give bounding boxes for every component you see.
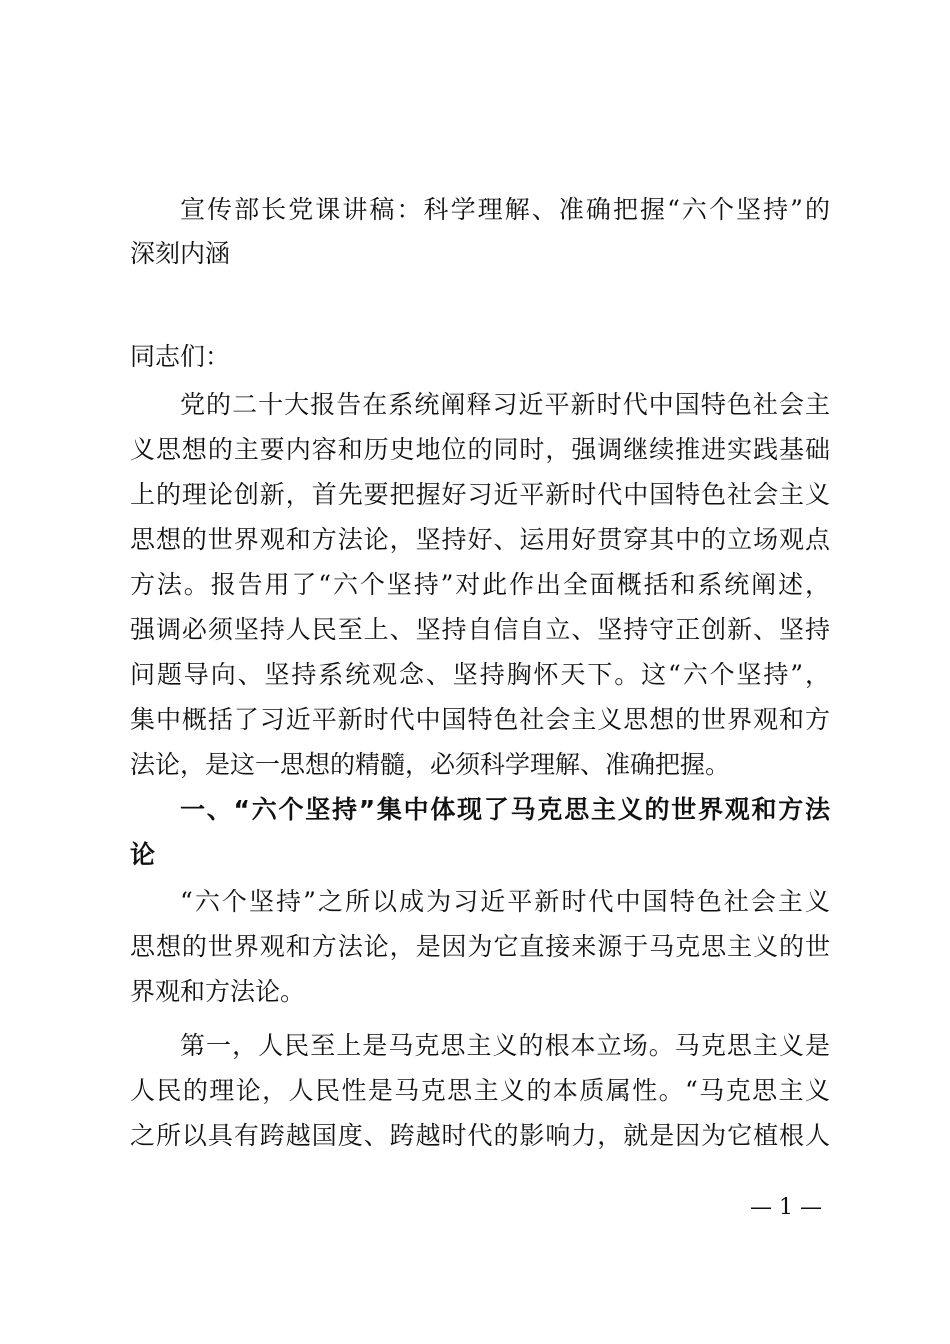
paragraph-line: 义思想的主要内容和历史地位的同时，强调继续推进实践基础	[130, 435, 830, 464]
heading-line: 一、“六个坚持”集中体现了马克思主义的世界观和方法	[180, 795, 830, 824]
paragraph-line: 法论，是这一思想的精髓，必须科学理解、准确把握。	[130, 750, 731, 779]
paragraph-line: 人民的理论，人民性是马克思主义的本质属性。“马克思主义	[130, 1076, 830, 1105]
paragraph-line: 方法。报告用了“六个坚持”对此作出全面概括和系统阐述，	[130, 570, 830, 599]
heading-line: 论	[130, 840, 156, 869]
paragraph-line: 强调必须坚持人民至上、坚持自信自立、坚持守正创新、坚持	[130, 615, 830, 644]
section-heading-1	[130, 787, 830, 877]
title-line-2: 深刻内涵	[130, 239, 231, 268]
paragraph-line: 第一，人民至上是马克思主义的根本立场。马克思主义是	[180, 1031, 830, 1060]
greeting	[130, 334, 830, 379]
page-number: — 1 —	[750, 1195, 822, 1220]
paragraph-line: 党的二十大报告在系统阐释习近平新时代中国特色社会主	[180, 390, 830, 419]
paragraph-line: “六个坚持”之所以成为习近平新时代中国特色社会主义	[180, 887, 830, 916]
paragraph-line: 上的理论创新，首先要把握好习近平新时代中国特色社会主义	[130, 480, 830, 509]
paragraph-line: 问题导向、坚持系统观念、坚持胸怀天下。这“六个坚持”，	[130, 660, 830, 689]
paragraph-line: 之所以具有跨越国度、跨越时代的影响力，就是因为它植根人	[130, 1121, 830, 1150]
paragraph-line: 集中概括了习近平新时代中国特色社会主义思想的世界观和方	[130, 705, 830, 734]
greeting-text: 同志们：	[130, 342, 231, 371]
paragraph-1	[130, 382, 830, 787]
paragraph-2	[130, 879, 830, 1014]
paragraph-line: 界观和方法论。	[130, 977, 306, 1006]
document-page	[130, 188, 830, 1158]
paragraph-line: 思想的世界观和方法论，是因为它直接来源于马克思主义的世	[130, 932, 830, 961]
title-line-1: 宣传部长党课讲稿：科学理解、准确把握“六个坚持”的	[180, 195, 830, 224]
document-title	[130, 188, 830, 276]
paragraph-line: 思想的世界观和方法论，坚持好、运用好贯穿其中的立场观点	[130, 525, 830, 554]
paragraph-3	[130, 1023, 830, 1158]
